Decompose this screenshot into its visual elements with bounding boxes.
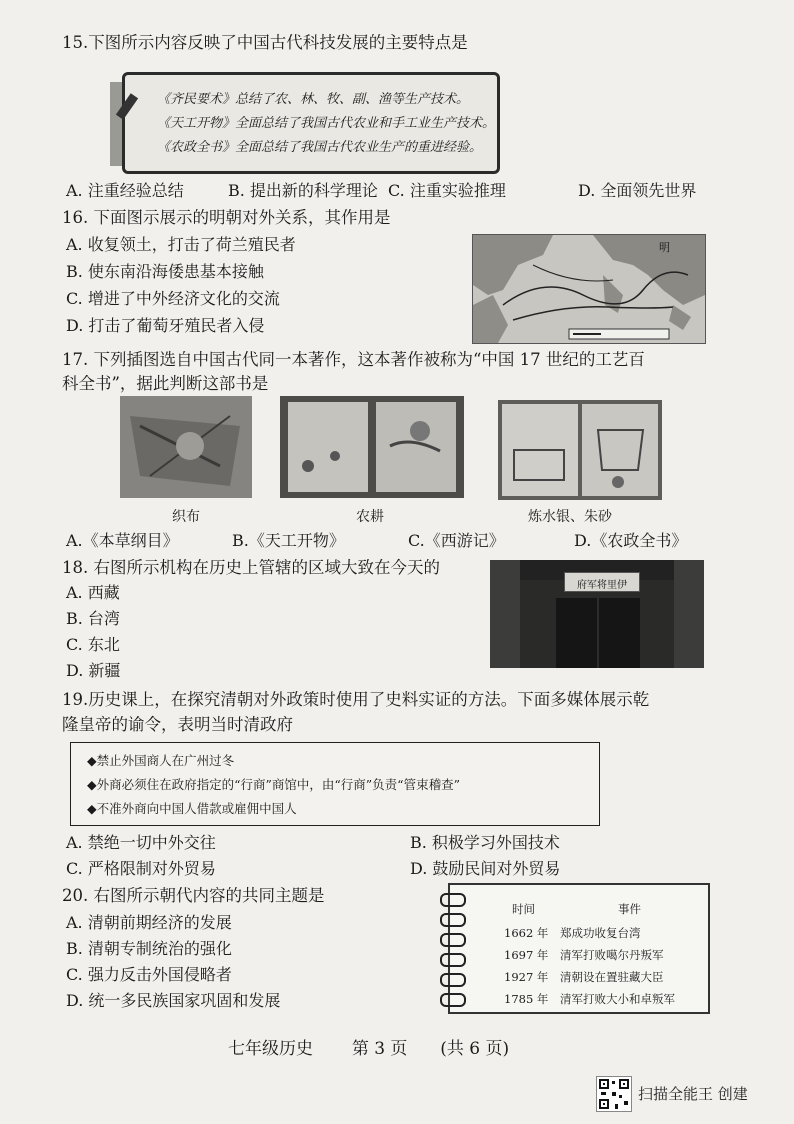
qr-code-graphic — [597, 1077, 631, 1111]
q17-option-c: C.《西游记》 — [408, 531, 505, 550]
q19-stem-line2: 隆皇帝的谕令，表明当时清政府 — [62, 715, 293, 734]
edict-line: ◆外商必须住在政府指定的“行商”商馆中，由“行商”负责“管束稽查” — [87, 777, 460, 792]
table-row-year: 1697 年 — [504, 948, 549, 962]
q19-option-a: A. 禁绝一切中外交往 — [66, 833, 216, 852]
book-line: 《农政全书》全面总结了我国古代农业生产的重进经验。 — [157, 140, 483, 155]
q20-notebook-table — [448, 883, 710, 1014]
q20-stem: 20. 右图所示朝代内容的共同主题是 — [62, 886, 325, 905]
q19-option-d: D. 鼓励民间对外贸易 — [410, 859, 561, 878]
table-row-year: 1662 年 — [504, 926, 549, 940]
table-row-event: 郑成功收复台湾 — [560, 926, 641, 940]
spiral-ring-icon — [440, 933, 466, 947]
spiral-ring-icon — [440, 953, 466, 967]
q17-option-b: B.《天工开物》 — [232, 531, 345, 550]
q18-option-b: B. 台湾 — [66, 609, 120, 628]
table-row-year: 1785 年 — [504, 992, 549, 1006]
table-row-event: 清军打败大小和卓叛军 — [560, 992, 675, 1006]
q16-option-c: C. 增进了中外经济文化的交流 — [66, 289, 280, 308]
table-header-time: 时间 — [512, 902, 535, 916]
caption-farming: 农耕 — [356, 509, 384, 525]
q18-option-d: D. 新疆 — [66, 661, 121, 680]
q17-option-a: A.《本草纲目》 — [66, 531, 179, 550]
watermark-text: 扫描全能王 创建 — [638, 1085, 748, 1103]
q18-gate-photo — [490, 560, 704, 668]
table-header-event: 事件 — [618, 902, 641, 916]
spiral-ring-icon — [440, 973, 466, 987]
q15-option-a: A. 注重经验总结 — [66, 181, 184, 200]
table-row-event: 清军打败噶尔丹叛军 — [560, 948, 664, 962]
q19-option-c: C. 严格限制对外贸易 — [66, 859, 216, 878]
caption-mercury: 炼水银、朱砂 — [528, 509, 612, 525]
q15-option-c: C. 注重实验推理 — [388, 181, 506, 200]
q15-stem: 15.下图所示内容反映了中国古代科技发展的主要特点是 — [62, 33, 468, 52]
q20-option-a: A. 清朝前期经济的发展 — [66, 913, 232, 932]
gate-plaque-text: 府军将里伊 — [577, 580, 627, 591]
voyage-map-image — [473, 235, 705, 343]
q17-stem-line2: 科全书”，据此判断这部书是 — [62, 374, 269, 393]
gate-plaque — [564, 572, 640, 592]
page-footer — [228, 1034, 509, 1059]
mercury-illustration — [498, 400, 662, 500]
map-label-ming: 明 — [659, 241, 670, 254]
book-line: 《齐民要术》总结了农、林、牧、副、渔等生产技术。 — [157, 92, 470, 107]
q17-mercury-image — [498, 400, 662, 500]
q16-option-d: D. 打击了葡萄牙殖民者入侵 — [66, 316, 265, 335]
q18-stem: 18. 右图所示机构在历史上管辖的区域大致在今天的 — [62, 558, 440, 577]
spiral-ring-icon — [440, 913, 466, 927]
q16-option-b: B. 使东南沿海倭患基本接触 — [66, 262, 264, 281]
table-row-event: 清朝设在置驻藏大臣 — [560, 970, 664, 984]
q15-option-d: D. 全面领先世界 — [578, 181, 697, 200]
q17-weaving-image — [120, 396, 252, 498]
footer-page: 第 3 页 — [351, 1039, 408, 1059]
qr-code-icon — [596, 1076, 632, 1112]
q17-stem-line1: 17. 下列插图选自中国古代同一本著作，这本著作被称为“中国 17 世纪的工艺百 — [62, 350, 645, 369]
footer-total: (共 6 页) — [440, 1039, 510, 1059]
q15-option-b: B. 提出新的科学理论 — [228, 181, 378, 200]
q16-stem: 16. 下面图示展示的明朝对外关系，其作用是 — [62, 208, 391, 227]
edict-line: ◆不准外商向中国人借款或雇佣中国人 — [87, 801, 297, 816]
book-line: 《天工开物》全面总结了我国古代农业和手工业生产技术。 — [157, 116, 496, 131]
q19-edict-box — [70, 742, 600, 826]
q20-option-b: B. 清朝专制统治的强化 — [66, 939, 232, 958]
q16-option-a: A. 收复领土，打击了荷兰殖民者 — [66, 235, 296, 254]
table-row-year: 1927 年 — [504, 970, 549, 984]
q15-book-figure — [104, 68, 504, 176]
book-page — [122, 72, 500, 174]
q16-voyage-map — [472, 234, 706, 344]
q18-option-a: A. 西藏 — [66, 583, 120, 602]
q19-option-b: B. 积极学习外国技术 — [410, 833, 560, 852]
q20-option-d: D. 统一多民族国家巩固和发展 — [66, 991, 281, 1010]
q18-option-c: C. 东北 — [66, 635, 120, 654]
spiral-ring-icon — [440, 993, 466, 1007]
farming-illustration — [280, 396, 464, 498]
caption-weaving: 织布 — [172, 509, 200, 525]
edict-line: ◆禁止外国商人在广州过冬 — [87, 753, 235, 768]
q20-option-c: C. 强力反击外国侵略者 — [66, 965, 232, 984]
q17-farming-image — [280, 396, 464, 498]
footer-subject: 七年级历史 — [228, 1039, 313, 1059]
spiral-ring-icon — [440, 893, 466, 907]
q17-option-d: D.《农政全书》 — [574, 531, 688, 550]
weaving-illustration — [120, 396, 252, 498]
q19-stem-line1: 19.历史课上，在探究清朝对外政策时使用了史料实证的方法。下面多媒体展示乾 — [62, 690, 650, 709]
